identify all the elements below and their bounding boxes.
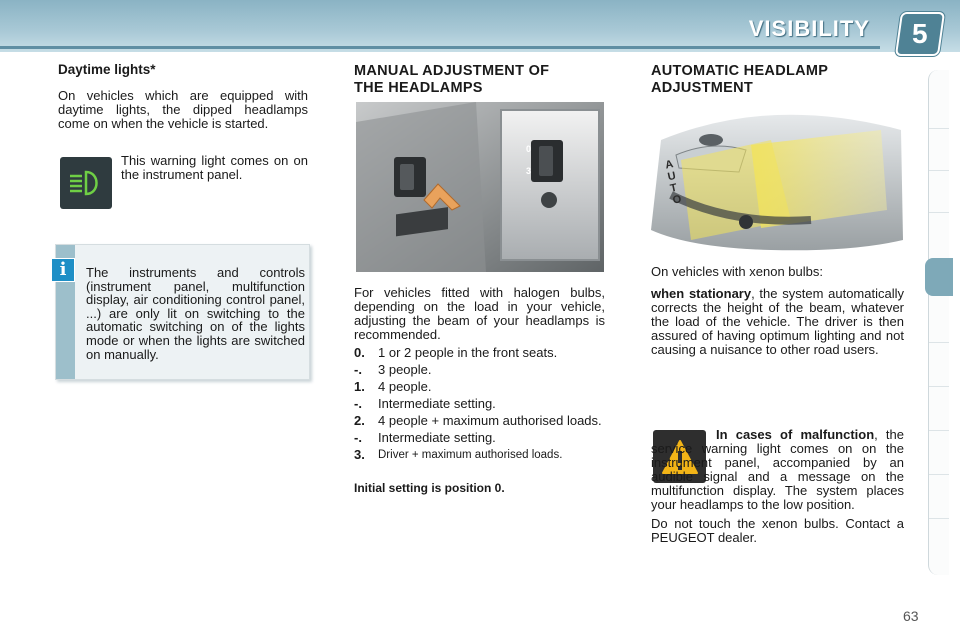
daytime-light-warning-icon (60, 157, 112, 209)
position-list (354, 346, 605, 462)
daytime-lights-heading: Daytime lights* (58, 62, 156, 77)
tab-divider (929, 474, 949, 475)
automatic-adjustment-heading-line2: ADJUSTMENT (651, 80, 754, 96)
car-headlamp-beam-photo (651, 100, 903, 252)
list-item (354, 431, 605, 445)
chapter-number: 5 (912, 18, 928, 49)
warning-light-text: This warning light comes on on the instrument panel. (121, 153, 308, 182)
malfunction-bold: In cases of malfunction (716, 427, 875, 442)
malfunction-text: , the service warning light comes on on the instrument panel, accompanied by an audible signal and a message on the multifunction display. The system places your headlamps to the low position. (651, 427, 904, 512)
position-number: 1. (354, 379, 365, 394)
position-description: 4 people + maximum authorised loads. (378, 413, 602, 428)
position-number: -. (354, 362, 362, 377)
auto-label: AUTO (664, 158, 683, 207)
headlamp-dial-photo (356, 102, 604, 272)
chapter-title: VISIBILITY (748, 16, 870, 41)
info-note-text: The instruments and controls (instrument panel, multifunction display, air conditioning control panel, ...) are only lit on switching to the automatic switching on of the lights mode or when the lights are switched on manually. (86, 265, 305, 362)
dial-label-3: 3 (526, 166, 532, 176)
info-icon: i (51, 258, 75, 282)
position-description: Driver + maximum authorised loads. (378, 449, 563, 461)
info-note-box (55, 244, 310, 380)
left-column (58, 63, 308, 131)
list-item (354, 397, 605, 411)
tab-divider (929, 212, 949, 213)
position-description: 1 or 2 people in the front seats. (378, 345, 558, 360)
chapter-tabs (928, 70, 949, 575)
tab-divider (929, 342, 949, 343)
chapter-badge (895, 12, 945, 56)
position-description: Intermediate setting. (378, 396, 496, 411)
position-number: 0. (354, 345, 365, 360)
tab-divider (929, 386, 949, 387)
initial-setting-note: Initial setting is position 0. (354, 481, 505, 495)
position-description: Intermediate setting. (378, 430, 496, 445)
position-description: 4 people. (378, 379, 432, 394)
manual-adjustment-heading-line2: THE HEADLAMPS (354, 80, 483, 96)
xenon-warning: Do not touch the xenon bulbs. Contact a PEUGEOT dealer. (651, 516, 904, 545)
xenon-intro: On vehicles with xenon bulbs: (651, 264, 823, 279)
list-item (354, 346, 605, 360)
position-number: 3. (354, 447, 365, 462)
manual-heading-block (354, 63, 609, 97)
automatic-adjustment-heading-line1: AUTOMATIC HEADLAMP (651, 63, 829, 79)
tab-divider (929, 128, 949, 129)
dial-label-0: 0 (526, 144, 532, 154)
automatic-heading-block (651, 63, 906, 97)
daytime-lights-intro: On vehicles which are equipped with daytime lights, the dipped headlamps come on when the vehicle is started. (58, 88, 308, 131)
position-number: -. (354, 396, 362, 411)
stationary-text: , the system automatically corrects the height of the beam, whatever the load of the vehicle. The driver is then assured of having optimum lighting and not causing a nuisance to other road users. (651, 286, 905, 357)
stationary-paragraph (651, 287, 904, 357)
position-description: 3 people. (378, 362, 432, 377)
page-number: 63 (903, 608, 919, 624)
header-rule (0, 46, 880, 49)
malfunction-block (651, 428, 904, 545)
tab-divider (929, 518, 949, 519)
automatic-adjustment-body (651, 265, 904, 357)
position-number: 2. (354, 413, 365, 428)
list-item (354, 414, 605, 428)
tab-current-chapter[interactable] (925, 258, 953, 296)
tab-divider (929, 170, 949, 171)
position-number: -. (354, 430, 362, 445)
manual-adjustment-intro: For vehicles fitted with halogen bulbs, depending on the load in your vehicle, adjusting the beam of your headlamps is recommended. (354, 285, 605, 342)
tab-divider (929, 430, 949, 431)
list-item (354, 363, 605, 377)
malfunction-paragraph (651, 428, 904, 512)
list-item (354, 380, 605, 394)
stationary-bold: when stationary (651, 286, 752, 301)
manual-adjustment-body (354, 286, 605, 495)
list-item (354, 448, 605, 462)
manual-adjustment-heading-line1: MANUAL ADJUSTMENT OF (354, 63, 550, 79)
